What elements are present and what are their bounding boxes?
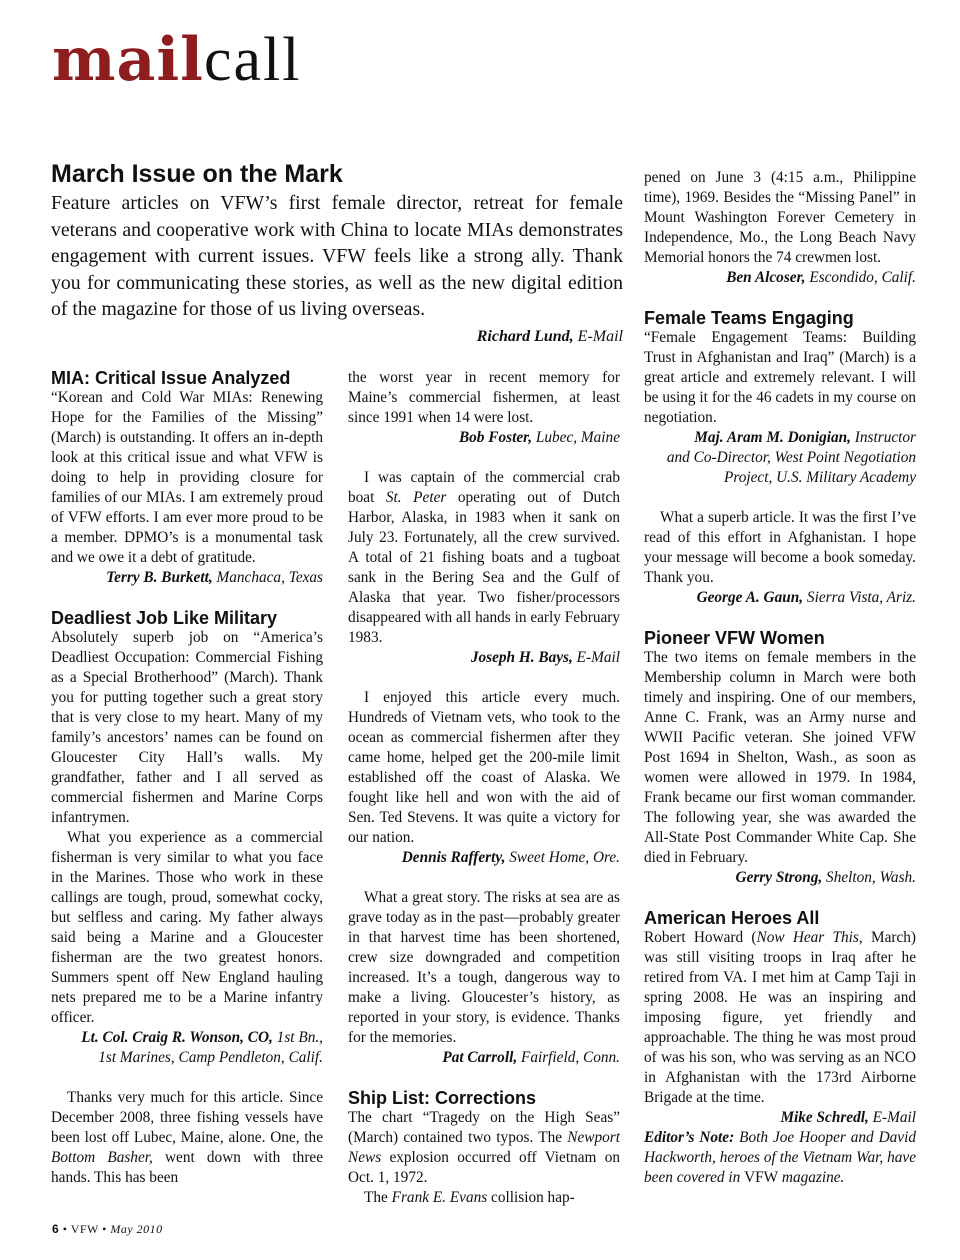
letter-carroll: What a great story. The risks at sea are as grave today as in the past—probably greater in that harvest time has been shortened, crew size downgraded and competition increased. It’s a tough, dangerous way to make a living. Gloucester’s history, as reported in your story, is evidence. Thanks for the memories. bbox=[348, 889, 620, 1046]
letter-deadliest-1: Absolutely superb job on “America’s Deadliest Occupation: Commercial Fishing as a Special Brotherhood” (March). Thank you for putting together such a great story that is very close to my heart. Many of my family’s ancestors’ names can be found on Gloucester City Hall’s walls. My grandfather, father and I all served as commercial fishermen and Marine Corps infantrymen. bbox=[51, 629, 323, 826]
signature-foster: Bob Foster, Lubec, Maine bbox=[458, 429, 620, 446]
letter-gaun: What a superb article. It was the first I’ve read of this effort in Afghanistan. I hope your message will become a book someday. Thank you. bbox=[644, 509, 916, 586]
signature-strong: Gerry Strong, Shelton, Wash. bbox=[735, 869, 916, 886]
page-footer: 6 • VFW • May 2010 bbox=[52, 1222, 163, 1236]
letter-deadliest-2: What you experience as a commercial fisherman is very similar to what you face in the Marines. Those who work in these callings are tough, proud, somewhat cocky, but selfless and caring. My father always said being a Marine and a Gloucester fisherman are the two greatest honors. Summers spent off New England hauling nets prepared me to be a Marine infantry officer. bbox=[51, 829, 323, 1026]
signature-gaun: George A. Gaun, Sierra Vista, Ariz. bbox=[696, 589, 916, 606]
column-3 bbox=[644, 168, 916, 1188]
letter-rafferty: I enjoyed this article every much. Hundreds of Vietnam vets, who took to the ocean as commercial fishermen after they came home, helped get the 200-mile limit established off the coast of Alaska. We fought like hell and won with the aid of Sen. Ted Stevens. It was quite a victory for our nation. bbox=[348, 689, 620, 846]
heading-ship-list: Ship List: Corrections bbox=[348, 1088, 537, 1108]
heading-female-teams: Female Teams Engaging bbox=[644, 308, 854, 328]
heading-mia: MIA: Critical Issue Analyzed bbox=[51, 368, 291, 388]
letter-alcoser: pened on June 3 (4:15 a.m., Philippine time), 1969. Besides the “Missing Panel” in Mount Washington Forever Cemetery in Independence, Mo., the Long Beach Navy Memorial honors the 74 crewmen lost. bbox=[644, 169, 916, 266]
lead-signature: Richard Lund, E-Mail bbox=[476, 327, 623, 345]
signature-carroll: Pat Carroll, Fairfield, Conn. bbox=[442, 1049, 620, 1066]
signature-alcoser: Ben Alcoser, Escondido, Calif. bbox=[726, 269, 916, 286]
letter-donigian: “Female Engagement Teams: Building Trust in Afghanistan and Iraq” (March) is a great article and extremely relevant. I will be using it for the 46 cadets in my course on negotiation. bbox=[644, 329, 916, 426]
masthead-logo bbox=[52, 25, 302, 100]
signature-donigian: Maj. Aram M. Donigian, Instructor and Co-Director, West Point Negotiation Project, U.S. Military Academy bbox=[666, 429, 916, 486]
letter-bays: I was captain of the commercial crab boat St. Peter operating out of Dutch Harbor, Alaska, in 1983 when it sank on July 23. Fortunately, all the crew survived. A total of 21 fishing boats and a tugboat sank in the Bering Sea and the Gulf of Alaska that year. Two fisher/processors disappeared with all hands in early February 1983. bbox=[348, 469, 620, 646]
signature-rafferty: Dennis Rafferty, Sweet Home, Ore. bbox=[401, 849, 620, 866]
heading-american-heroes: American Heroes All bbox=[644, 908, 820, 928]
logo-call: call bbox=[203, 26, 302, 94]
letter-ship-list-2: The Frank E. Evans collision hap- bbox=[364, 1189, 575, 1206]
logo-mail: mail bbox=[52, 25, 204, 95]
footer-magazine: VFW bbox=[70, 1222, 99, 1236]
letter-lubec: Thanks very much for this article. Since December 2008, three fishing vessels have been lost off Lubec, Maine, alone. One, the Bottom Basher, went down with three hands. This has been bbox=[51, 1089, 323, 1186]
lead-letter bbox=[51, 158, 623, 351]
letter-mia: “Korean and Cold War MIAs: Renewing Hope for the Families of the Missing” (March) is outstanding. It offers an in-depth look at this critical issue and what VFW is doing to help in providing closure for families of our MIAs. I am extremely proud of VFW efforts. I am ever more proud to be a member. DPMO’s is a monumental task and we owe it a debt of gratitude. bbox=[51, 389, 323, 566]
column-1 bbox=[51, 368, 323, 1188]
signature-schredl: Mike Schredl, E-Mail bbox=[780, 1109, 916, 1126]
editors-note: Editor’s Note: Both Joe Hooper and David Hackworth, heroes of the Vietnam War, have been covered in VFW magazine. bbox=[644, 1129, 916, 1186]
footer-date: May 2010 bbox=[110, 1222, 163, 1236]
lead-title: March Issue on the Mark bbox=[51, 160, 343, 188]
signature-burkett: Terry B. Burkett, Manchaca, Texas bbox=[106, 569, 323, 586]
letter-strong: The two items on female members in the Membership column in March were both timely and inspiring. One of our members, Anne C. Frank, was an Army nurse and WWII Pacific veteran. She joined VFW Post 1694 in Shelton, Wash., as soon as women were allowed in 1979. In 1984, Frank became our first woman commander. The following year, she was awarded the All-State Post Commander White Cap. She died in February. bbox=[644, 649, 916, 866]
letter-schredl: Robert Howard (Now Hear This, March) was still visiting troops in Iraq after he retired from VA. I met him at Camp Taji in spring 2008. He was an inspiring and imposing figure, yet friendly and approachable. The thing he was most proud of was his son, who was serving as an NCO in Afghanistan with the 173rd Airborne Brigade at the time. bbox=[644, 929, 916, 1106]
lead-body: Feature articles on VFW’s first female director, retreat for female veterans and cooperative work with China to locate MIAs demonstrates engagement with current issues. VFW feels like a strong ally. Thank you for communicating these stories, as well as the new digital edition of the magazine for those of us living overseas. bbox=[51, 192, 623, 320]
heading-deadliest: Deadliest Job Like Military bbox=[51, 608, 278, 628]
signature-wonson: Lt. Col. Craig R. Wonson, CO, 1st Bn., 1st Marines, Camp Pendleton, Calif. bbox=[81, 1029, 323, 1066]
page-number: 6 bbox=[52, 1222, 60, 1236]
signature-bays: Joseph H. Bays, E-Mail bbox=[470, 649, 620, 666]
heading-pioneer-women: Pioneer VFW Women bbox=[644, 628, 825, 648]
column-2 bbox=[348, 368, 620, 1208]
letter-foster: the worst year in recent memory for Maine’s commercial fishermen, at least since 1991 when 14 were lost. bbox=[348, 369, 620, 426]
letter-ship-list-1: The chart “Tragedy on the High Seas” (March) contained two typos. The Newport News explosion occurred off Vietnam on Oct. 1, 1972. bbox=[348, 1109, 620, 1186]
